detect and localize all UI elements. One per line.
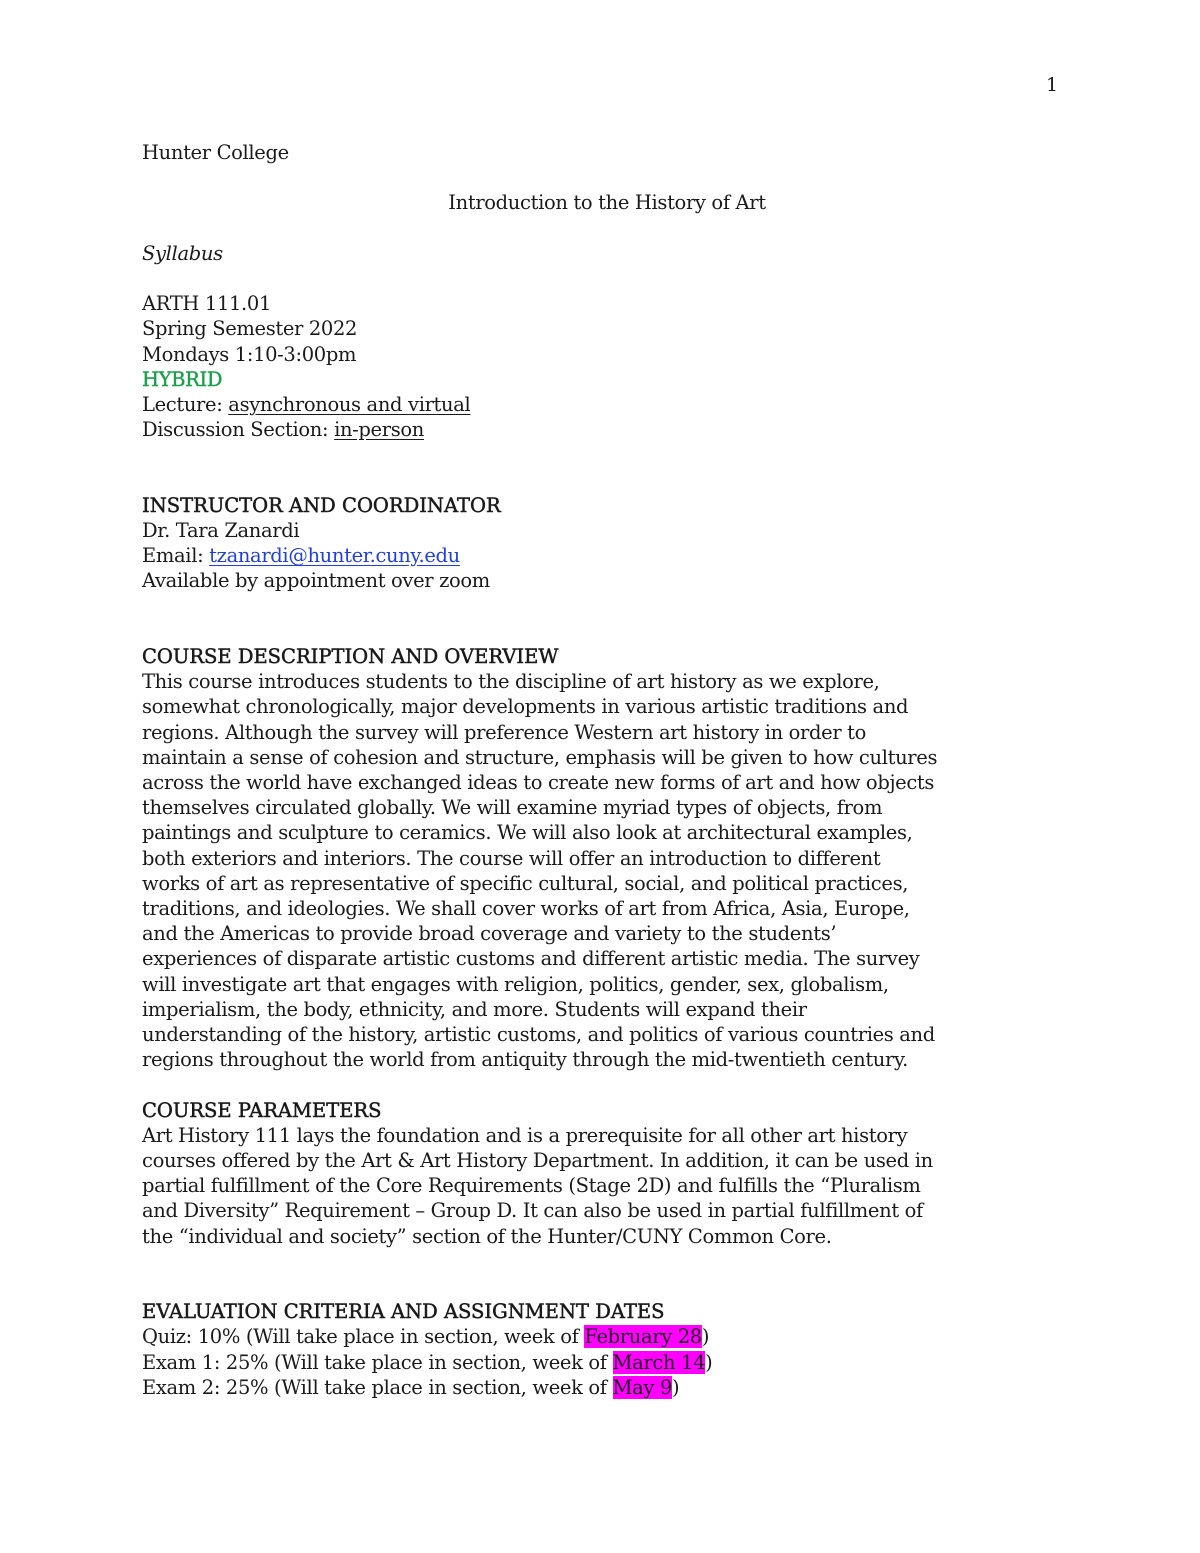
email-label: Email: xyxy=(142,544,210,568)
evaluation-text: Exam 2: 25% (Will take place in section, week of xyxy=(142,1375,613,1399)
discussion-format xyxy=(142,417,1072,442)
parameters-heading: COURSE PARAMETERS xyxy=(142,1098,382,1122)
description-line: works of art as representative of specific cultural, social, and political practices, xyxy=(142,871,909,895)
instructor-heading: INSTRUCTOR AND COORDINATOR xyxy=(142,493,501,517)
description-line: experiences of disparate artistic customs and different artistic media. The survey xyxy=(142,947,920,971)
course-mode: HYBRID xyxy=(142,367,223,391)
lecture-value: asynchronous and virtual xyxy=(228,392,471,416)
description-line: understanding of the history, artistic customs, and politics of various countries and xyxy=(142,1023,935,1047)
description-line: regions. Although the survey will preference Western art history in order to xyxy=(142,720,867,744)
course-semester: Spring Semester 2022 xyxy=(142,317,358,341)
evaluation-suffix: ) xyxy=(672,1375,680,1399)
description-line: This course introduces students to the discipline of art history as we explore, xyxy=(142,670,880,694)
course-code: ARTH 111.01 xyxy=(142,292,272,316)
parameters-line: and Diversity” Requirement – Group D. It can also be used in partial fulfillment of xyxy=(142,1199,923,1223)
document-type: Syllabus xyxy=(142,241,223,265)
instructor-name: Dr. Tara Zanardi xyxy=(142,518,300,542)
instructor-email-row xyxy=(142,543,1072,568)
institution-name: Hunter College xyxy=(142,141,289,164)
evaluation-item-exam1 xyxy=(142,1350,1072,1375)
highlighted-date: May 9 xyxy=(612,1375,672,1399)
page-number: 1 xyxy=(1046,74,1059,96)
course-title: Introduction to the History of Art xyxy=(448,191,766,215)
description-line: will investigate art that engages with religion, politics, gender, sex, globalism, xyxy=(142,972,889,996)
description-line: paintings and sculpture to ceramics. We will also look at architectural examples, xyxy=(142,821,913,845)
description-paragraph xyxy=(142,669,1072,1072)
description-line: maintain a sense of cohesion and structure, emphasis will be given to how cultures xyxy=(142,745,938,769)
lecture-format xyxy=(142,392,1072,417)
highlighted-date: February 28 xyxy=(584,1325,702,1349)
evaluation-item-quiz xyxy=(142,1324,1072,1349)
evaluation-text: Quiz: 10% (Will take place in section, week of xyxy=(142,1325,585,1349)
description-line: somewhat chronologically, major developments in various artistic traditions and xyxy=(142,695,909,719)
parameters-line: the “individual and society” section of the Hunter/CUNY Common Core. xyxy=(142,1224,832,1248)
description-line: imperialism, the body, ethnicity, and more. Students will expand their xyxy=(142,997,807,1021)
evaluation-suffix: ) xyxy=(705,1350,713,1374)
highlighted-date: March 14 xyxy=(612,1350,706,1374)
description-line: regions throughout the world from antiquity through the mid-twentieth century. xyxy=(142,1048,908,1072)
course-schedule: Mondays 1:10-3:00pm xyxy=(142,342,357,366)
parameters-line: Art History 111 lays the foundation and is a prerequisite for all other art history xyxy=(142,1123,908,1147)
description-heading: COURSE DESCRIPTION AND OVERVIEW xyxy=(142,644,559,668)
evaluation-text: Exam 1: 25% (Will take place in section, week of xyxy=(142,1350,613,1374)
instructor-availability: Available by appointment over zoom xyxy=(142,569,490,593)
document-body xyxy=(142,140,1072,1400)
description-line: traditions, and ideologies. We shall cover works of art from Africa, Asia, Europe, xyxy=(142,897,910,921)
description-line: across the world have exchanged ideas to create new forms of art and how objects xyxy=(142,771,935,794)
evaluation-heading: EVALUATION CRITERIA AND ASSIGNMENT DATES xyxy=(142,1300,665,1324)
discussion-label: Discussion Section: xyxy=(142,418,335,442)
parameters-line: partial fulfillment of the Core Requirements (Stage 2D) and fulfills the “Pluralism xyxy=(142,1174,921,1198)
description-line: both exteriors and interiors. The course will offer an introduction to different xyxy=(142,846,881,870)
description-line: and the Americas to provide broad coverage and variety to the students’ xyxy=(142,922,837,946)
description-line: themselves circulated globally. We will examine myriad types of objects, from xyxy=(142,796,883,820)
parameters-paragraph xyxy=(142,1123,1072,1249)
parameters-line: courses offered by the Art & Art History Department. In addition, it can be used in xyxy=(142,1149,933,1173)
evaluation-item-exam2 xyxy=(142,1375,1072,1400)
discussion-value: in-person xyxy=(334,418,424,442)
email-link[interactable]: tzanardi@hunter.cuny.edu xyxy=(209,544,460,568)
evaluation-suffix: ) xyxy=(701,1325,710,1349)
lecture-label: Lecture: xyxy=(142,392,229,416)
